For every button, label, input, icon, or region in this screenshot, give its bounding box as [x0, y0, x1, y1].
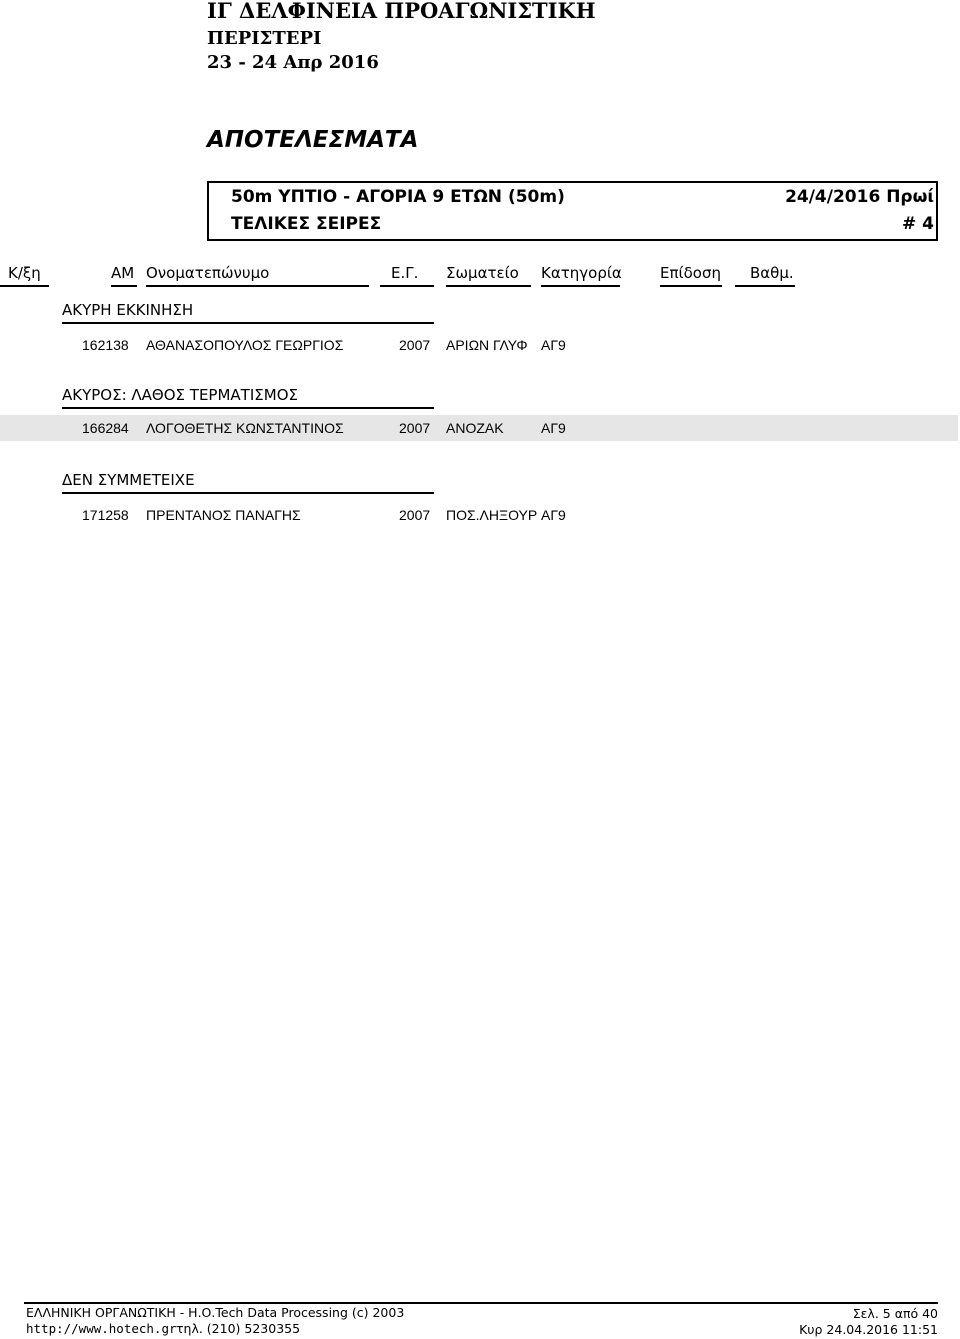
meet-venue: ΠΕΡΙΣΤΕΡΙ: [207, 28, 322, 49]
column-underline-category: [541, 285, 620, 287]
footer-phone: τηλ. (210) 5230355: [176, 1321, 301, 1336]
table-row: [0, 502, 958, 528]
row-category: ΑΓ9: [541, 337, 566, 353]
column-header-performance: Επίδοση: [660, 264, 721, 282]
column-underline-club: [446, 285, 531, 287]
section-title: ΔΕΝ ΣΥΜΜΕΤΕΙΧΕ: [62, 471, 195, 489]
column-underline-points: [735, 285, 795, 287]
event-round: ΤΕΛΙΚΕΣ ΣΕΙΡΕΣ: [231, 214, 382, 234]
row-am: 166284: [82, 420, 129, 436]
column-header-points: Βαθμ.: [750, 264, 794, 282]
row-name: ΛΟΓΟΘΕΤΗΣ ΚΩΝΣΤΑΝΤΙΝΟΣ: [146, 420, 344, 436]
row-club: ΠΟΣ.ΛΗΞΟΥΡ: [446, 507, 538, 523]
row-name: ΠΡΕΝΤΑΝΟΣ ΠΑΝΑΓΗΣ: [146, 507, 301, 523]
event-number: # 4: [902, 214, 934, 234]
row-am: 162138: [82, 337, 129, 353]
column-underline-performance: [660, 285, 722, 287]
column-header-name: Ονοματεπώνυμο: [146, 264, 270, 282]
column-underline-am: [111, 285, 137, 287]
column-header-category: Κατηγορία: [541, 264, 622, 282]
row-club: ΑΝΟΖΑΚ: [446, 420, 504, 436]
section-title: ΑΚΥΡΗ ΕΚΚΙΝΗΣΗ: [62, 301, 194, 319]
meet-dates: 23 - 24 Απρ 2016: [207, 52, 379, 73]
section-underline: [62, 322, 434, 324]
footer-print-date: Κυρ 24.04.2016 11:51: [799, 1322, 938, 1337]
section-underline: [62, 407, 434, 409]
table-row: [0, 415, 958, 441]
column-header-am: ΑΜ: [111, 264, 135, 282]
row-year: 2007: [399, 507, 431, 523]
column-header-club: Σωματείο: [446, 264, 519, 282]
footer-company: ΕΛΛΗΝΙΚΗ ΟΡΓΑΝΩΤΙΚΗ - Η.Ο.Tech Data Processing (c) 2003: [26, 1305, 405, 1320]
event-date-session: 24/4/2016 Πρωί: [785, 187, 934, 207]
column-header-year: Ε.Γ.: [391, 264, 419, 282]
row-year: 2007: [399, 420, 431, 436]
row-name: ΑΘΑΝΑΣΟΠΟΥΛΟΣ ΓΕΩΡΓΙΟΣ: [146, 337, 344, 353]
section-underline: [62, 492, 434, 494]
event-name: 50m ΥΠΤΙΟ - ΑΓΟΡΙΑ 9 ΕΤΩΝ (50m): [231, 187, 565, 207]
row-category: ΑΓ9: [541, 420, 566, 436]
results-heading: ΑΠΟΤΕΛΕΣΜΑΤΑ: [207, 127, 419, 153]
meet-title: ΙΓ ΔΕΛΦΙΝΕΙΑ ΠΡΟΑΓΩΝΙΣΤΙΚΗ: [207, 0, 596, 23]
table-row: [0, 332, 958, 358]
row-year: 2007: [399, 337, 431, 353]
column-underline-year: [380, 285, 434, 287]
column-underline-rank: [0, 285, 49, 287]
section-title: ΑΚΥΡΟΣ: ΛΑΘΟΣ ΤΕΡΜΑΤΙΣΜΟΣ: [62, 386, 298, 404]
row-category: ΑΓ9: [541, 507, 566, 523]
event-info-box: [207, 181, 938, 241]
column-underline-name: [146, 285, 369, 287]
column-header-rank: Κ/ξη: [8, 264, 41, 282]
row-club: ΑΡΙΩΝ ΓΛΥΦ: [446, 337, 528, 353]
footer-url[interactable]: http://www.hotech.gr: [26, 1321, 177, 1336]
footer-divider: [24, 1302, 938, 1304]
row-am: 171258: [82, 507, 129, 523]
footer-page-number: Σελ. 5 από 40: [852, 1306, 938, 1321]
